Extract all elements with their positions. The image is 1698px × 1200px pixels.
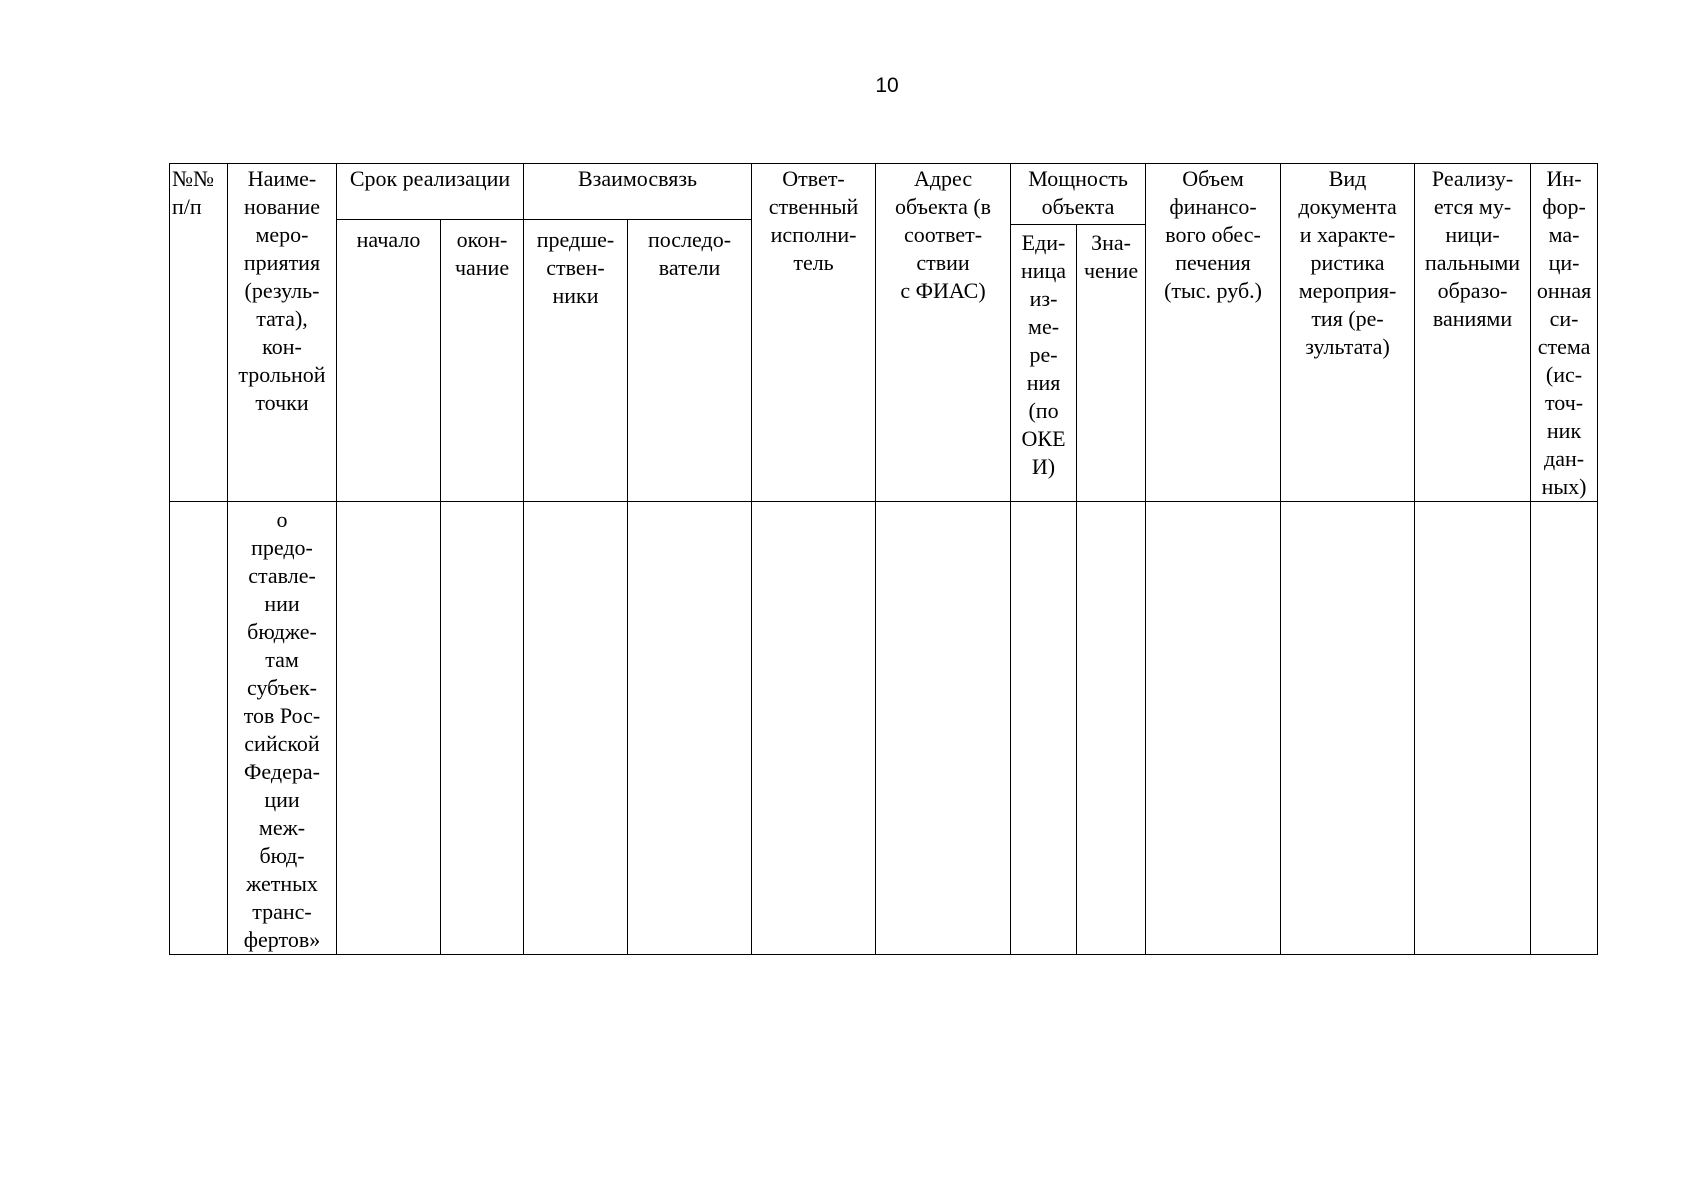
cell-num [170, 502, 228, 955]
table-row [170, 502, 1598, 955]
header-link: Взаимосвязь [524, 164, 752, 220]
cell-responsible [752, 502, 876, 955]
header-capacity-value: Зна- чение [1077, 225, 1146, 502]
cell-infosys [1531, 502, 1598, 955]
cell-end [441, 502, 524, 955]
cell-unit [1011, 502, 1077, 955]
header-link-next: последо- ватели [628, 220, 752, 502]
header-term-end: окон- чание [441, 220, 524, 502]
header-row-1 [170, 164, 1598, 220]
header-responsible: Ответ- ственный исполни- тель [752, 164, 876, 502]
header-finance: Объем финансо- вого обес- печения (тыс. руб.) [1146, 164, 1281, 502]
header-name: Наиме- нование меро- приятия (резуль- тата), кон- трольной точки [228, 164, 337, 502]
cell-next [628, 502, 752, 955]
header-infosys: Ин- фор- ма- ци- онная си- стема (ис- точ- ник дан- ных) [1531, 164, 1598, 502]
header-doc: Вид документа и характе- ристика мероприя- тия (ре- зультата) [1281, 164, 1415, 502]
cell-name: о предо- ставле- нии бюдже- там субъек- тов Рос- сийской Федера- ции меж- бюд- жетных транс- фертов» [228, 502, 337, 955]
header-capacity-unit: Еди- ница из- ме- ре- ния (по ОКЕ И) [1011, 225, 1077, 502]
header-address: Адрес объекта (в соответ- ствии с ФИАС) [876, 164, 1011, 502]
plan-table [169, 163, 1598, 955]
cell-finance [1146, 502, 1281, 955]
header-municipal: Реализу- ется му- ници- пальными образо- ваниями [1415, 164, 1531, 502]
cell-municipal [1415, 502, 1531, 955]
cell-value [1077, 502, 1146, 955]
header-link-prev: предше- ствен- ники [524, 220, 628, 502]
header-num: №№ п/п [170, 164, 228, 502]
header-capacity: Мощность объекта [1011, 164, 1146, 225]
cell-start [337, 502, 441, 955]
header-term-start: начало [337, 220, 441, 502]
page-number: 10 [875, 74, 899, 97]
cell-address [876, 502, 1011, 955]
cell-doc [1281, 502, 1415, 955]
cell-prev [524, 502, 628, 955]
header-term: Срок реализации [337, 164, 524, 220]
